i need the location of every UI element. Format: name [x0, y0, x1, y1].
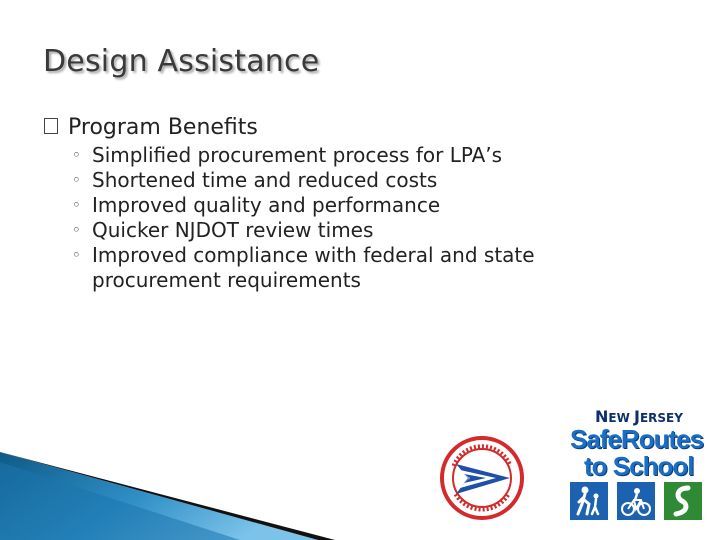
bullet-list [72, 143, 572, 293]
bicycle-icon [617, 482, 655, 520]
list-item: ◦ Improved quality and performance [72, 193, 441, 217]
list-item: ◦ Improved compliance with federal and state procurement requirements [72, 243, 535, 292]
bullet-circle-icon: ◦ [72, 171, 81, 189]
bullet-circle-icon: ◦ [72, 221, 81, 239]
list-item: ◦ Shortened time and reduced costs [72, 168, 438, 192]
new-jersey-label: NEW JERSEY [595, 407, 683, 426]
bullet-circle-icon: ◦ [72, 146, 81, 164]
njdot-seal-logo [440, 436, 524, 520]
level1-label: Program Benefits [68, 115, 258, 140]
to-school-label: to School [584, 451, 694, 481]
list-item: ◦ Quicker NJDOT review times [72, 218, 374, 242]
slide-title: Design Assistance [43, 44, 320, 79]
srts-icon-row [570, 482, 712, 522]
nj-route-icon [664, 482, 702, 520]
level1-bullet [44, 115, 258, 140]
checkbox-square-icon [44, 118, 58, 134]
bullet-circle-icon: ◦ [72, 246, 81, 264]
safe-routes-label: SafeRoutes [570, 424, 704, 454]
bullet-circle-icon: ◦ [72, 196, 81, 214]
walking-icon [570, 482, 608, 520]
list-item: ◦ Simplified procurement process for LPA’s [72, 143, 503, 167]
